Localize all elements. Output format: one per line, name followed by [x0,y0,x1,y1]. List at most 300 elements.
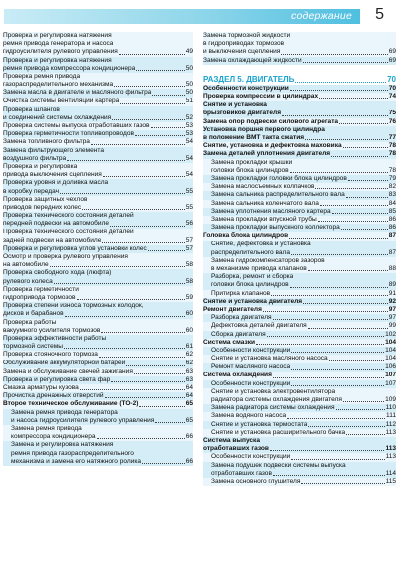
dot-leader [308,270,388,271]
toc-entry [3,294,193,302]
toc-entry-title: Проверка системы выпуска отработавших газов [3,122,150,130]
toc-entry [203,273,396,281]
toc-entry-page: 87 [388,232,396,240]
toc-entry [3,400,193,408]
toc-entry [3,392,193,400]
toc-entry-page: 63 [185,375,193,383]
dot-leader [91,144,185,145]
dot-leader [343,147,388,148]
dot-leader [331,156,388,157]
dot-leader [346,197,388,198]
dot-leader [67,160,185,161]
dot-leader [320,205,388,206]
toc-entry-page: 104 [385,346,396,354]
toc-entry-page: 107 [385,379,396,387]
toc-entry-title: Обслуживание аккумуляторной батареи [3,359,126,367]
toc-entry-title: Замена прокладки выпускного коллектора [211,224,340,232]
toc-entry-title: Проверка компрессии в цилиндрах [203,93,319,101]
toc-entry-page: 62 [185,351,193,359]
toc-entry-title: Проверка работы [3,318,57,326]
toc-entry-title: передней подвески на автомобиле [3,220,110,228]
toc-entry-title: Замена водяного насоса [211,412,287,420]
dot-leader [99,357,185,358]
toc-entry [3,65,193,73]
dot-leader [64,348,185,349]
toc-entry-page: 114 [385,469,396,477]
toc-right-column [203,32,396,486]
toc-entry [3,220,193,228]
toc-entry-title: Замена опор подвески силового агрегата [203,117,339,125]
toc-entry [3,409,193,417]
toc-entry [3,278,193,286]
dot-leader [303,303,388,304]
toc-entry-title: Проверка ремня привода [3,72,81,80]
toc-entry-title: Проверка эффективности работы [3,334,107,342]
dot-leader [103,176,185,177]
toc-entry [3,188,193,196]
toc-entry-page: 64 [185,384,193,392]
toc-entry-title: Замена прокладки головки блока цилиндров [211,175,347,182]
dot-leader [291,385,384,386]
dot-leader [97,438,185,439]
toc-entry [3,433,193,441]
dot-leader [82,209,185,210]
toc-entry [3,171,193,179]
toc-entry-page: 54 [185,138,193,146]
toc-entry-title: ремня привода газораспределительного [11,449,134,457]
toc-entry-title: Снятие и установка [203,101,267,109]
toc-entry-title: Проверка технического состояния деталей [3,228,134,236]
toc-entry [203,306,396,314]
toc-entry-title: Очистка системы вентиляции картера [3,97,120,105]
toc-entry-page: 50 [185,81,193,89]
dot-leader [271,295,388,296]
toc-entry-page: 56 [185,220,193,228]
toc-entry-page: 59 [185,294,193,301]
toc-entry-page: 50 [185,64,193,72]
toc-entry [203,200,396,208]
toc-entry-page: 52 [185,113,193,121]
toc-entry-page: 58 [185,261,193,269]
toc-entry-page: 97 [388,314,396,322]
toc-entry-title: Дефектовка деталей двигателя [211,322,307,330]
dot-leader [343,401,384,402]
toc-entry-title: Проверка и регулировка углов установки колес [3,244,147,252]
toc-entry [3,319,193,327]
toc-entry-title: Проверка уровня и доливка масла [3,179,109,187]
toc-entry [3,48,193,56]
toc-entry [203,175,396,183]
toc-entry [203,281,396,289]
toc-entry-title: Головка блока цилиндров [203,232,289,240]
toc-entry-title: Проверка свободного хода (люфта) [3,269,112,277]
toc-entry-title: Замена прокладки крышки [211,158,293,166]
toc-entry-page: 58 [185,277,193,285]
dot-leader [318,221,388,222]
toc-entry-page: 104 [385,355,396,363]
toc-entry-title: Осмотр и проверка рулевого управления [3,253,128,261]
toc-entry-page: 75 [388,109,396,117]
toc-entry-page: 78 [388,142,396,150]
dot-leader [263,311,388,312]
toc-entry [3,286,193,294]
toc-entry [203,339,396,347]
dot-leader [54,283,185,284]
toc-entry-page: 53 [185,130,193,138]
dot-leader [287,418,385,419]
toc-entry [3,351,193,359]
toc-entry [203,453,396,461]
toc-entry [3,81,193,89]
toc-entry-title: Второе техническое обслуживание (ТО-2) [3,400,139,408]
toc-entry [203,216,396,224]
toc-entry-page: 50 [185,89,193,97]
dot-leader [151,127,185,128]
toc-entry-title: дисков и барабанов [3,310,64,318]
toc-entry [3,130,193,138]
toc-entry [203,93,396,101]
toc-entry-title: Замена и регулировка натяжения [11,441,114,449]
dot-leader [332,213,388,214]
dot-leader [290,172,388,173]
toc-entry-title: Проверка и регулировка [3,163,78,170]
dot-leader [65,316,185,317]
toc-entry-title: Снятие и установка электровентилятора [211,387,336,395]
toc-entry-title: головки блока цилиндров [211,281,289,289]
toc-entry-title: вакуумного усилителя тормозов [3,326,101,334]
page-header [0,0,400,28]
dot-leader [341,229,388,230]
toc-entry [203,437,396,445]
toc-entry-title: тормозной системы [3,343,63,351]
toc-entry [3,310,193,318]
toc-entry [203,363,396,371]
dot-leader [119,54,185,55]
toc-entry [3,302,193,310]
dot-leader [291,352,384,353]
toc-entry-page: 112 [385,420,396,428]
toc-entry [203,290,396,298]
toc-entry [3,376,193,384]
toc-entry-title: Проверка герметичности топливопроводов [3,130,134,138]
toc-entry-title: Проверка шлангов [3,105,60,113]
toc-entry-title: Замена прокладки впускной трубы [211,215,317,223]
toc-entry-title: Особенности конструкции [211,453,291,461]
toc-entry-title: Проверка стояночного тормоза [3,351,98,359]
toc-entry-title: и выключения сцепления [203,48,281,56]
toc-entry [203,134,396,142]
toc-entry-page: 84 [388,199,396,207]
toc-entry-page: 110 [385,404,396,412]
toc-entry [3,196,193,204]
toc-entry-page: 106 [385,363,396,371]
toc-entry-page: 86 [388,224,396,232]
toc-entry [203,412,396,420]
toc-entry [3,212,193,220]
toc-entry [3,163,193,171]
toc-entry [203,167,396,175]
toc-entry-page: 109 [385,396,396,404]
dot-leader [105,397,185,398]
toc-entry [3,368,193,376]
toc-entry-page: 69 [388,56,396,64]
dot-leader [273,377,384,378]
toc-entry-page: 49 [185,48,193,56]
toc-entry-title: Снятие и установка двигателя [203,297,303,305]
dot-leader [120,103,184,104]
dot-leader [346,434,384,435]
toc-entry-page: 70 [388,84,396,92]
toc-entry [203,110,396,118]
toc-entry-title: ремня привода генератора и насоса [3,40,114,48]
toc-entry-page: 54 [185,171,193,179]
toc-entry-title: Смазка арматуры кузова [3,384,79,392]
dot-leader [148,250,185,251]
toc-entry-page: 51 [185,97,193,105]
dot-leader [77,299,185,300]
toc-entry-page: 70 [387,74,396,84]
toc-entry [3,229,193,237]
toc-entry-page: 65 [185,400,193,408]
dot-leader [114,86,185,87]
toc-entry [203,191,396,199]
toc-entry-page: 79 [388,175,396,182]
toc-entry-page: 66 [185,433,193,441]
toc-entry-title: отработавших газов [203,445,269,453]
toc-entry [3,98,193,106]
toc-entry [3,417,193,425]
toc-entry-title: Замена уплотнения масляного картера [211,207,331,215]
dot-leader [273,319,388,320]
dot-leader [80,389,185,390]
dot-leader [60,193,185,194]
header-title: содержание [291,10,352,22]
toc-entry-title: и насоса гидроусилителя рулевого управления [11,416,155,424]
toc-entry [3,32,193,40]
toc-entry-page: 76 [388,117,396,125]
toc-entry-title: Замена сальника коленчатого вала [211,199,319,207]
toc-entry-title: Ремонт двигателя [203,306,262,313]
toc-entry [3,179,193,187]
dot-leader [110,226,185,227]
toc-entry-title: Замена топливного фильтра [3,138,90,146]
toc-entry-title: гидроусилителя рулевого управления [3,48,118,56]
dot-leader [136,70,184,71]
toc-entry-title: распределительного вала [211,248,291,256]
toc-entry-page: 54 [185,154,193,162]
toc-entry-title: Прочистка дренажных отверстий [3,392,104,400]
toc-entry-title: Замена и обслуживание свечей зажигания [3,367,133,375]
dot-leader [305,139,388,140]
dot-leader [101,332,184,333]
page-number: 5 [375,6,384,23]
toc-entry-title: привода выключения сцепления [3,171,102,179]
dot-leader [289,238,388,239]
dot-leader [336,409,385,410]
toc-entry-title: Особенности конструкции [203,84,289,92]
toc-entry-page: 74 [388,93,396,101]
toc-entry [203,85,396,93]
dot-leader [319,98,388,99]
toc-entry-title: Замена ремня привода [11,425,82,432]
toc-entry [3,147,193,155]
dot-leader [339,123,388,124]
toc-entry-title: Замена маслосъемных колпачков [211,183,315,191]
toc-entry-title: в коробку передач [3,187,59,195]
toc-entry-title: Разборка двигателя [211,314,272,322]
toc-entry-page: 104 [385,338,396,346]
dot-leader [315,188,387,189]
toc-entry-title: брызговиков двигателя [203,109,282,117]
dot-leader [348,180,388,181]
toc-entry-title: компрессора кондиционера [11,433,96,441]
toc-entry-page: 61 [185,343,193,351]
toc-entry-page: 78 [388,150,396,158]
dot-leader [281,54,387,55]
toc-entry [203,159,396,167]
toc-entry-page: 113 [385,453,396,461]
toc-entry [3,40,193,48]
toc-entry [203,265,396,273]
toc-entry [3,155,193,163]
toc-entry-title: головки блока цилиндров [211,166,289,174]
toc-entry-page: 113 [385,445,396,453]
toc-entry [203,40,396,48]
toc-entry-title: Замена масла в двигателе и масляного фильтра [3,89,152,97]
toc-entry-title: Замена охлаждающей жидкости [203,56,302,64]
toc-entry [203,470,396,478]
dot-leader [112,119,185,120]
dot-leader [50,266,185,267]
toc-entry-page: 99 [388,322,396,330]
toc-entry [3,204,193,212]
toc-entry-title: Замена ремня привода генератора [11,408,118,416]
toc-entry-page: 78 [388,166,396,174]
dot-leader [282,115,388,116]
toc-left-column [3,32,193,466]
toc-entry [3,441,193,449]
toc-entry [3,253,193,261]
toc-entry-title: Снятие, дефектовка и установка [211,240,311,248]
toc-entry [203,257,396,265]
toc-entry-page: 83 [388,191,396,199]
toc-entry-title: Замена фильтрующего элемента [3,146,104,154]
toc-entry-page: 53 [185,122,193,130]
dot-leader [273,475,385,476]
toc-entry-page: 77 [388,134,396,142]
dot-leader [308,328,388,329]
toc-entry [3,114,193,122]
dot-leader [135,135,185,136]
toc-entry-title: газораспределительного механизма [3,81,114,89]
toc-entry-title: Замена основного глушителя [211,477,301,485]
toc-entry [203,224,396,232]
toc-entry-title: Притирка клапанов [211,289,271,297]
toc-entry [203,404,396,412]
toc-entry-page: 89 [388,281,396,289]
toc-entry-page: 97 [388,306,396,313]
toc-entry [3,425,193,433]
toc-entry [3,384,193,392]
toc-entry-page: 62 [185,359,193,367]
toc-entry-page: 57 [185,244,193,252]
toc-entry-title: Замена сальника распределительного вала [211,191,345,199]
toc-entry-page: 60 [185,326,193,334]
dot-leader [267,336,384,337]
toc-entry-title: Замена тормозной жидкости [203,32,291,39]
toc-entry-page: 102 [385,330,396,338]
toc-entry-page: 57 [185,236,193,244]
dot-leader [139,406,184,407]
toc-entry-title: воздушного фильтра [3,154,67,162]
toc-entry-title: Снятие, установка и дефектовка маховика [203,142,342,150]
toc-entry [203,331,396,339]
toc-entry [3,360,193,368]
toc-entry [203,48,396,56]
toc-entry-title: Снятие и установка масляного насоса [211,355,328,363]
toc-entry-page: 60 [185,310,193,318]
toc-entry [3,57,193,65]
toc-entry-title: ремня привода компрессора кондиционера [3,64,136,72]
dot-leader [291,369,384,370]
toc-entry-title: Замена гидрокомпенсаторов зазоров [211,256,325,264]
dot-leader [290,90,388,91]
toc-entry [203,208,396,216]
toc-entry-title: гидропривода тормозов [3,294,76,301]
toc-entry-page: 55 [185,203,193,211]
toc-entry-title: Особенности конструкции [211,346,291,354]
toc-entry-page: 107 [385,371,396,379]
toc-entry [203,249,396,257]
toc-entry-title: в положение ВМТ такта сжатия [203,134,305,142]
toc-entry [203,142,396,150]
toc-entry [3,138,193,146]
toc-entry-title: рулевого колеса [3,277,53,285]
toc-entry [203,241,396,249]
toc-entry-page: 92 [388,297,396,305]
toc-entry [203,126,396,134]
toc-entry-page: 91 [388,289,396,297]
toc-entry-page: 82 [388,183,396,191]
toc-entry-title: приводов передних колес [3,203,82,211]
toc-entry-title: Замена деталей уплотнения двигателя [203,150,331,158]
toc-entry-title: в механизме привода клапанов [211,265,307,273]
dot-leader [290,287,388,288]
toc-entry [3,335,193,343]
toc-entry-title: Система охлаждения [203,371,272,379]
toc-entry-title: Установка поршня первого цилиндра [203,125,325,133]
toc-entry [203,101,396,109]
toc-entry-title: Проверка и регулировка натяжения [3,32,112,39]
dot-leader [295,82,386,83]
toc-entry-page: 113 [385,428,396,436]
toc-entry-page: 64 [185,392,193,400]
toc-entry-page: 111 [386,412,396,420]
toc-entry-page: 55 [185,187,193,195]
toc-entry-page: 69 [388,48,396,56]
dot-leader [134,373,185,374]
toc-entry [3,73,193,81]
toc-entry-title: Сборка двигателя [211,330,266,338]
toc-entry [203,462,396,470]
toc-entry-page: 66 [185,457,193,465]
toc-entry [203,380,396,388]
toc-entry-page: 63 [185,367,193,375]
dot-leader [152,95,184,96]
toc-entry [3,89,193,97]
toc-entry [203,118,396,126]
toc-entry-page: 85 [388,207,396,215]
